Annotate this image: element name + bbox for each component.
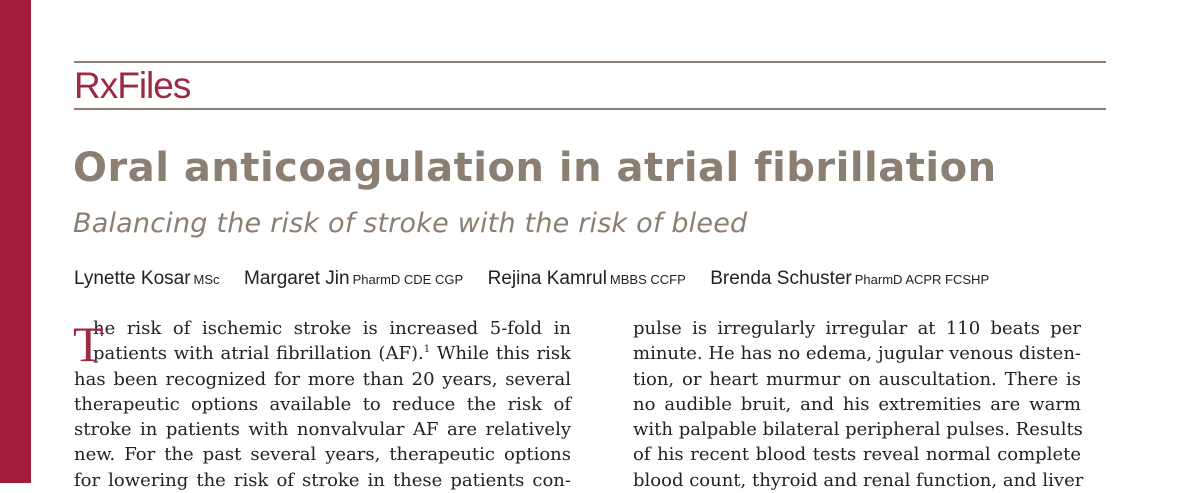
body-line — [74, 341, 571, 366]
body-line: has been recognized for more than 20 years, several — [74, 368, 571, 390]
author — [74, 265, 220, 294]
author-credentials: PharmD CDE CGP — [352, 272, 464, 287]
author-name: Lynette Kosar — [74, 268, 191, 289]
body-line: he risk of ischemic stroke is increased 5-fold in — [93, 318, 571, 339]
author-credentials: MBBS CCFP — [609, 272, 686, 287]
drop-cap: T — [73, 316, 104, 372]
body-line-text: While this risk — [430, 343, 571, 365]
author-name: Rejina Kamrul — [487, 268, 607, 289]
journal-name: RxFiles — [74, 65, 191, 106]
body-line: blood count, thyroid and renal function, and liver — [633, 469, 1084, 491]
author — [710, 265, 989, 294]
body-line: stroke in patients with nonvalvular AF are relatively — [74, 419, 571, 441]
author-list — [74, 265, 1009, 294]
article-subtitle: Balancing the risk of stroke with the risk of bleed — [73, 208, 748, 239]
body-line: for lowering the risk of stroke in these patients con- — [74, 469, 571, 491]
author-credentials: MSc — [193, 272, 220, 287]
header-rule-top — [74, 61, 1106, 63]
body-line: pulse is irregularly irregular at 110 beats per — [633, 318, 1081, 339]
article-title: Oral anticoagulation in atrial fibrillation — [73, 145, 997, 191]
accent-side-bar — [0, 0, 31, 483]
body-column-right — [633, 316, 1084, 493]
body-line: of his recent blood tests reveal normal complete — [633, 444, 1081, 466]
body-line-text: patients with atrial fibrillation (AF). — [93, 343, 424, 365]
body-line: with palpable bilateral peripheral pulses. Results — [633, 419, 1083, 441]
body-line: no audible bruit, and his extremities are warm — [633, 393, 1081, 415]
body-line: minute. He has no edema, jugular venous disten- — [633, 343, 1081, 365]
author-name: Brenda Schuster — [710, 268, 852, 289]
header-rule-bottom — [74, 108, 1106, 110]
body-column-left — [74, 316, 571, 493]
author — [488, 265, 686, 294]
author-name: Margaret Jin — [244, 268, 350, 289]
author-credentials: PharmD ACPR FCSHP — [854, 272, 990, 287]
body-line: therapeutic options available to reduce the risk of — [74, 393, 571, 415]
body-line: tion, or heart murmur on auscultation. There is — [633, 368, 1081, 390]
body-line: new. For the past several years, therapeutic options — [74, 444, 571, 466]
citation-superscript: 1 — [423, 344, 431, 356]
author — [244, 265, 463, 294]
